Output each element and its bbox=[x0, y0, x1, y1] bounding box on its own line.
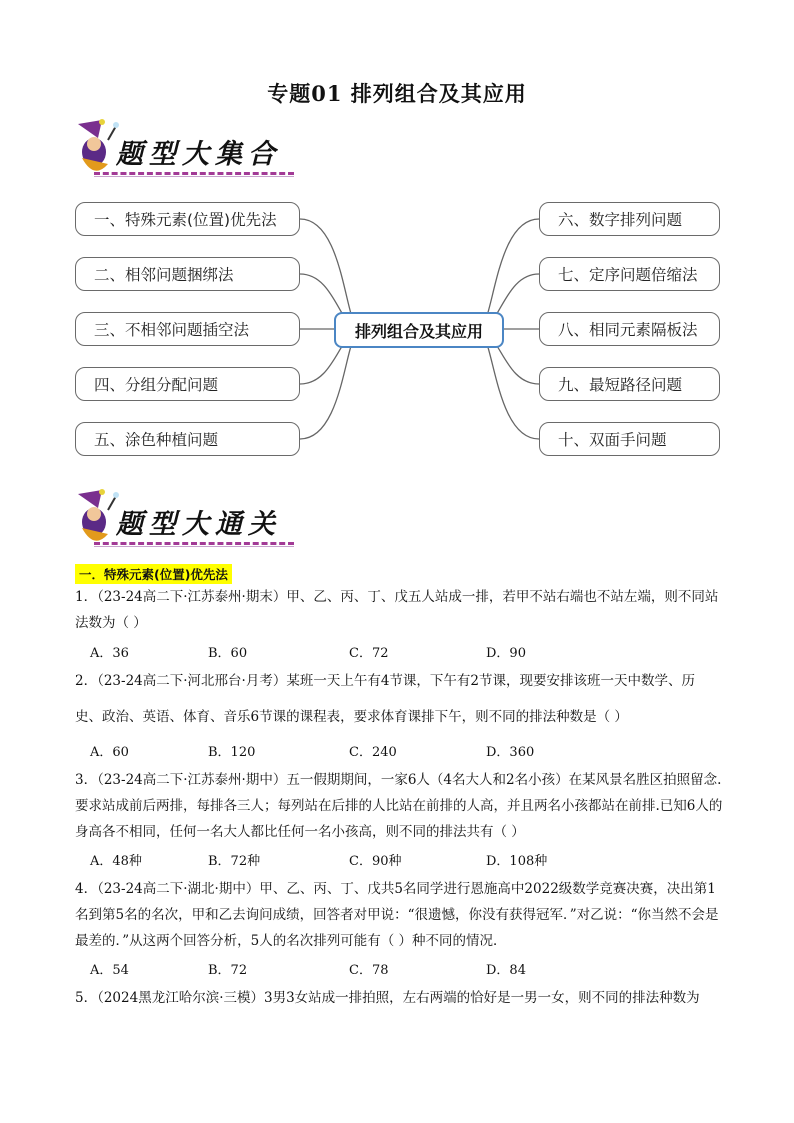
option-a: A．60 bbox=[90, 745, 129, 760]
question-2-options bbox=[90, 741, 730, 763]
mind-map bbox=[0, 0, 794, 470]
question-4-options bbox=[90, 959, 730, 981]
section-heading: 一．特殊元素(位置)优先法 bbox=[75, 564, 232, 584]
option-a: A．48种 bbox=[90, 854, 142, 869]
banner-title: 题型大通关 bbox=[116, 509, 281, 540]
mindmap-node-7: 七、定序问题倍缩法 bbox=[539, 257, 720, 291]
mindmap-node-4: 四、分组分配问题 bbox=[75, 367, 300, 401]
option-b: B．72 bbox=[208, 963, 248, 978]
option-b: B．72种 bbox=[208, 854, 261, 869]
option-b: B．120 bbox=[208, 745, 256, 760]
question-4-stem: 4．（23-24高二下·湖北·期中）甲、乙、丙、丁、戊共5名同学进行恩施高中2022级数学竞赛决赛，决出第1名到第5名的名次，甲和乙去询问成绩，回答者对甲说：“很遗憾，你没有获得冠军．”对乙说：“你当然不会是最差的．”从这两个回答分析，5人的名次排列可能有（ ）种不同的情况． bbox=[75, 881, 719, 949]
option-d: D．360 bbox=[486, 745, 535, 760]
section-banner-practice bbox=[72, 488, 297, 552]
mindmap-node-3: 三、不相邻问题插空法 bbox=[75, 312, 300, 346]
mindmap-node-9: 九、最短路径问题 bbox=[539, 367, 720, 401]
mindmap-node-6: 六、数字排列问题 bbox=[539, 202, 720, 236]
option-a: A．54 bbox=[90, 963, 129, 978]
banner-underline bbox=[94, 546, 294, 547]
page-title: 专题01 排列组合及其应用 bbox=[267, 81, 527, 106]
option-c: C．72 bbox=[349, 646, 389, 661]
question-3-options bbox=[90, 850, 730, 872]
option-a: A．36 bbox=[90, 646, 129, 661]
question-1-options bbox=[90, 642, 730, 664]
mindmap-node-1: 一、特殊元素(位置)优先法 bbox=[75, 202, 300, 236]
mindmap-center: 排列组合及其应用 bbox=[334, 312, 504, 348]
mindmap-node-5: 五、涂色种植问题 bbox=[75, 422, 300, 456]
question-2-stem-line2: 史、政治、英语、体育、音乐6节课的课程表，要求体育课排下午，则不同的排法种数是（ ） bbox=[75, 709, 628, 725]
option-b: B．60 bbox=[208, 646, 248, 661]
option-c: C．240 bbox=[349, 745, 397, 760]
question-3-stem: 3．（23-24高二下·江苏泰州·期中）五一假期期间，一家6人（4名大人和2名小孩）在某风景名胜区拍照留念.要求站成前后两排，每排各三人；每列站在后排的人比站在前排的人高，并且两名小孩都站在前排.已知6人的身高各不相同，任何一名大人都比任何一名小孩高，则不同的排法共有（ ） bbox=[75, 772, 723, 840]
banner-title: 题型大集合 bbox=[116, 139, 281, 170]
mindmap-node-2: 二、相邻问题捆绑法 bbox=[75, 257, 300, 291]
mindmap-node-10: 十、双面手问题 bbox=[539, 422, 720, 456]
mindmap-node-8: 八、相同元素隔板法 bbox=[539, 312, 720, 346]
option-d: D．84 bbox=[486, 963, 526, 978]
banner-divider bbox=[94, 542, 294, 545]
question-5-stem: 5．（2024黑龙江哈尔滨·三模）3男3女站成一排拍照，左右两端的恰好是一男一女，则不同的排法种数为 bbox=[75, 990, 700, 1006]
option-d: D．90 bbox=[486, 646, 526, 661]
option-c: C．78 bbox=[349, 963, 389, 978]
option-d: D．108种 bbox=[486, 854, 548, 869]
option-c: C．90种 bbox=[349, 854, 402, 869]
question-2-stem-line1: 2．（23-24高二下·河北邢台·月考）某班一天上午有4节课，下午有2节课，现要安排该班一天中数学、历 bbox=[75, 673, 696, 689]
question-1-stem: 1．（23-24高二下·江苏泰州·期末）甲、乙、丙、丁、戊五人站成一排，若甲不站右端也不站左端，则不同站法数为（ ） bbox=[75, 589, 719, 631]
